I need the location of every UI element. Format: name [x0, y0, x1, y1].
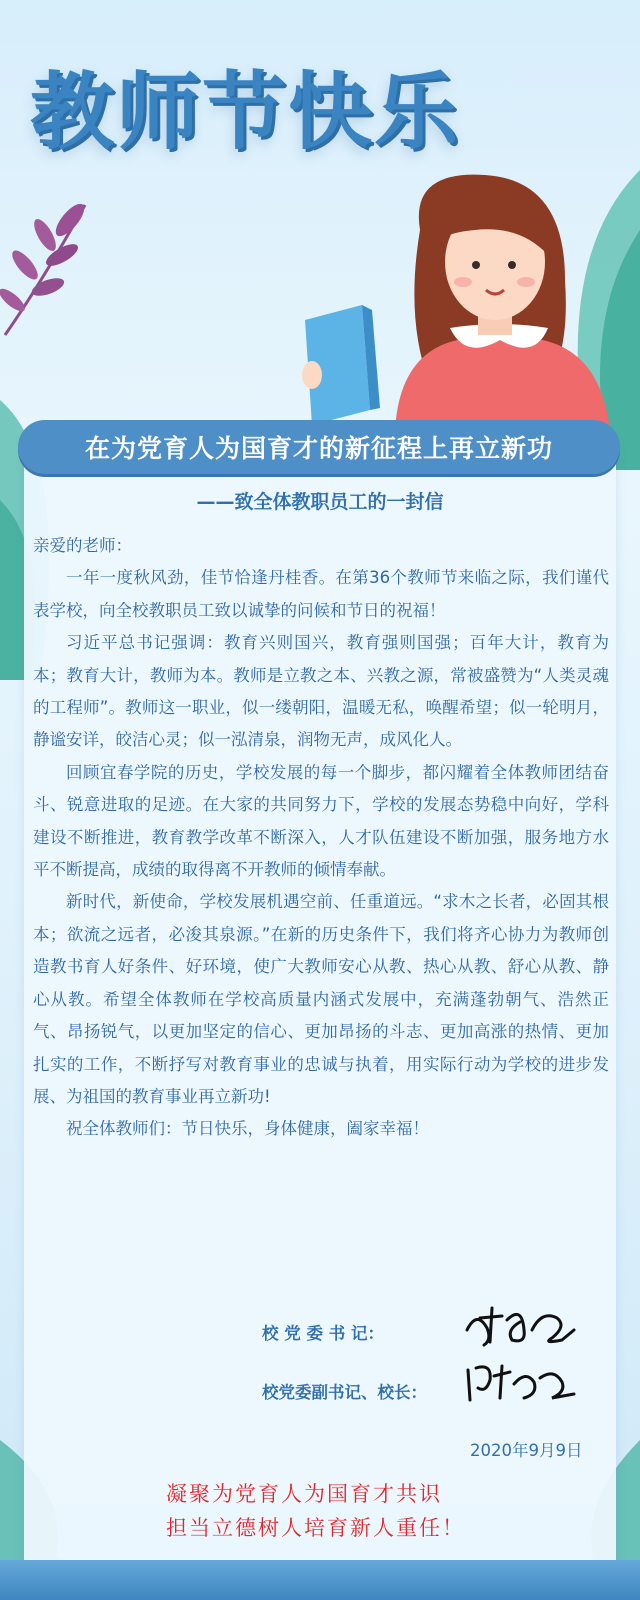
purple-leaf-branch-decoration: [0, 195, 110, 345]
letter-paragraph: 一年一度秋风劲，佳节恰逢丹桂香。在第36个教师节来临之际，我们谨代表学校，向全校教职员工致以诚挚的问候和节日的祝福！: [33, 568, 609, 620]
secretary-label: 校 党 委 书 记：: [262, 1324, 384, 1343]
letter-paragraph: 新时代，新使命，学校发展机遇空前、任重道远。“求木之长者，必固其根本；欲流之远者，必浚其泉源。”在新的历史条件下，我们将齐心协力为教师创造教书育人好条件、好环境，使广大教师安心从教、热心从教、舒心从教、静心从教。希望全体教师在学校高质量内涵式发展中，充满蓬勃朝气、浩然正气、昂扬锐气，以更加坚定的信心、更加昂扬的斗志、更加高涨的热情、更加扎实的工作，不断抒写对教育事业的忠诚与执着，用实际行动为学校的进步发展、为祖国的教育事业再立新功!: [33, 892, 609, 1106]
letter-paragraph: 回顾宜春学院的历史，学校发展的每一个脚步，都闪耀着全体教师团结奋斗、锐意进取的足迹。在大家的共同努力下，学校的发展态势稳中向好，学科建设不断推进，教育教学改革不断深入，人才队伍建设不断加强，服务地方水平不断提高，成绩的取得离不开教师的倾情奉献。: [33, 762, 609, 880]
slogan-line-2: 担当立德树人培育新人重任！: [166, 1516, 465, 1540]
letter-subtitle: ——致全体教职员工的一封信: [196, 491, 444, 513]
bottom-band: [0, 1560, 640, 1600]
banner-title: 在为党育人为国育才的新征程上再立新功: [18, 420, 620, 474]
letter-paragraph: 习近平总书记强调：教育兴则国兴，教育强则国强；百年大计，教育为本；教育大计，教师为本。教师是立教之本、兴教之源，常被盛赞为“人类灵魂的工程师”。教师这一职业，似一缕朝阳，温暖无私，唤醒希望；似一轮明月，静谧安详，皎洁心灵；似一泓清泉，润物无声，成风化人。: [33, 633, 609, 750]
slogan-line-1: 凝聚为党育人为国育才共识: [166, 1482, 442, 1506]
letter-paragraph: 祝全体教师们：节日快乐，身体健康，阖家幸福！: [66, 1119, 429, 1139]
letter-body: [33, 530, 609, 1146]
deputy-signature: [462, 1358, 582, 1408]
letter-date: 2020年9月9日: [470, 1441, 583, 1460]
deputy-label: 校党委副书记、校长：: [262, 1383, 427, 1402]
letter-greeting: 亲爱的老师：: [33, 536, 132, 555]
secretary-signature: [462, 1300, 582, 1350]
main-title: 教师节快乐: [30, 63, 461, 161]
teacher-reading-illustration: [300, 170, 620, 430]
